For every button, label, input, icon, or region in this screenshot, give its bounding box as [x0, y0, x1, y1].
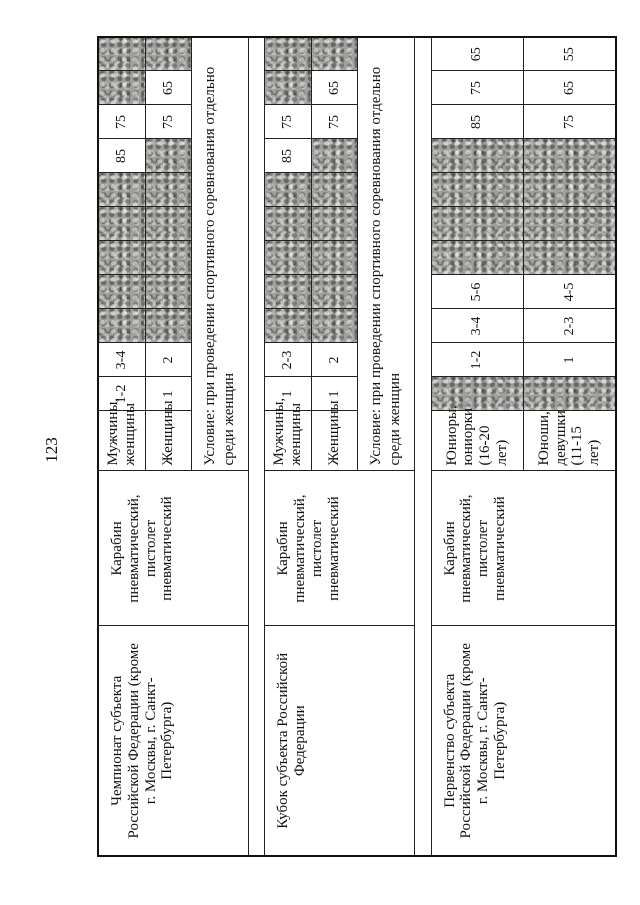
- value-cell: 2-3: [523, 309, 616, 343]
- value-cell: 1: [312, 377, 358, 411]
- shaded-empty-cell: [98, 241, 145, 275]
- value-cell: 2: [312, 343, 358, 377]
- discipline-name: Карабин пневматический, пистолет пневматический: [98, 471, 249, 626]
- value-cell: 1-2: [98, 377, 145, 411]
- shaded-empty-cell: [98, 207, 145, 241]
- value-cell: 1: [265, 377, 312, 411]
- shaded-empty-cell: [145, 207, 191, 241]
- spacer-cell: [249, 37, 265, 856]
- value-cell: 3-4: [431, 309, 523, 343]
- competition-name: Первенство субъекта Российской Федерации (кроме г. Москвы, г. Санкт-Петербурга): [431, 626, 616, 856]
- value-cell: 55: [523, 37, 616, 71]
- competition-name: Кубок субъекта Российской Федерации: [265, 626, 415, 856]
- value-cell: 75: [145, 105, 191, 139]
- value-cell: 5-6: [431, 275, 523, 309]
- shaded-empty-cell: [98, 173, 145, 207]
- value-cell: 65: [312, 71, 358, 105]
- section-spacer: [415, 37, 431, 856]
- value-cell: 85: [431, 105, 523, 139]
- shaded-empty-cell: [523, 207, 616, 241]
- shaded-empty-cell: [145, 309, 191, 343]
- shaded-empty-cell: [145, 241, 191, 275]
- age-group: Юниоры, юниорки (16-20 лет): [431, 411, 523, 471]
- shaded-empty-cell: [265, 241, 312, 275]
- table-row: [98, 37, 145, 856]
- shaded-empty-cell: [312, 37, 358, 71]
- shaded-empty-cell: [523, 241, 616, 275]
- discipline-name: Карабин пневматический, пистолет пневматический: [265, 471, 415, 626]
- shaded-empty-cell: [265, 37, 312, 71]
- shaded-empty-cell: [145, 139, 191, 173]
- age-group: Женщины: [312, 411, 358, 471]
- shaded-empty-cell: [312, 173, 358, 207]
- shaded-empty-cell: [265, 309, 312, 343]
- value-cell: 2: [145, 343, 191, 377]
- table-row: [265, 37, 312, 856]
- value-cell: 1-2: [431, 343, 523, 377]
- value-cell: 85: [98, 139, 145, 173]
- ranks-requirements-table: [97, 36, 617, 857]
- shaded-empty-cell: [523, 173, 616, 207]
- value-cell: 3-4: [98, 343, 145, 377]
- spacer-cell: [415, 37, 431, 856]
- shaded-empty-cell: [431, 207, 523, 241]
- age-group: Юноши, девушки (11-15 лет): [523, 411, 616, 471]
- value-cell: 75: [98, 105, 145, 139]
- shaded-empty-cell: [431, 241, 523, 275]
- value-cell: 65: [431, 37, 523, 71]
- shaded-empty-cell: [312, 275, 358, 309]
- shaded-empty-cell: [98, 37, 145, 71]
- table-row: [431, 37, 523, 856]
- value-cell: 75: [265, 105, 312, 139]
- discipline-name: Карабин пневматический, пистолет пневматический: [431, 471, 616, 626]
- shaded-empty-cell: [312, 207, 358, 241]
- value-cell: 75: [312, 105, 358, 139]
- shaded-empty-cell: [265, 173, 312, 207]
- age-group: Мужчины, женщины: [98, 411, 145, 471]
- shaded-empty-cell: [312, 241, 358, 275]
- value-cell: 2-3: [265, 343, 312, 377]
- shaded-empty-cell: [98, 275, 145, 309]
- value-cell: 75: [523, 105, 616, 139]
- shaded-empty-cell: [431, 173, 523, 207]
- value-cell: 1: [145, 377, 191, 411]
- page-number: 123: [42, 437, 61, 463]
- value-cell: 65: [523, 71, 616, 105]
- condition-note: Условие: при проведении спортивного соревнования отдельно среди женщин: [191, 37, 248, 471]
- age-group: Женщины: [145, 411, 191, 471]
- value-cell: 75: [431, 71, 523, 105]
- competition-name: Чемпионат субъекта Российской Федерации (кроме г. Москвы, г. Санкт-Петербурга): [98, 626, 249, 856]
- shaded-empty-cell: [523, 377, 616, 411]
- shaded-empty-cell: [145, 37, 191, 71]
- shaded-empty-cell: [98, 71, 145, 105]
- shaded-empty-cell: [145, 173, 191, 207]
- value-cell: 4-5: [523, 275, 616, 309]
- shaded-empty-cell: [523, 139, 616, 173]
- shaded-empty-cell: [265, 71, 312, 105]
- shaded-empty-cell: [98, 309, 145, 343]
- value-cell: 85: [265, 139, 312, 173]
- table-body: [98, 37, 616, 856]
- shaded-empty-cell: [312, 309, 358, 343]
- shaded-empty-cell: [145, 275, 191, 309]
- value-cell: 1: [523, 343, 616, 377]
- condition-note: Условие: при проведении спортивного соревнования отдельно среди женщин: [358, 37, 415, 471]
- shaded-empty-cell: [265, 275, 312, 309]
- shaded-empty-cell: [431, 139, 523, 173]
- shaded-empty-cell: [265, 207, 312, 241]
- shaded-empty-cell: [312, 139, 358, 173]
- section-spacer: [249, 37, 265, 856]
- rotated-page-content: [97, 47, 617, 857]
- value-cell: 65: [145, 71, 191, 105]
- age-group: Мужчины, женщины: [265, 411, 312, 471]
